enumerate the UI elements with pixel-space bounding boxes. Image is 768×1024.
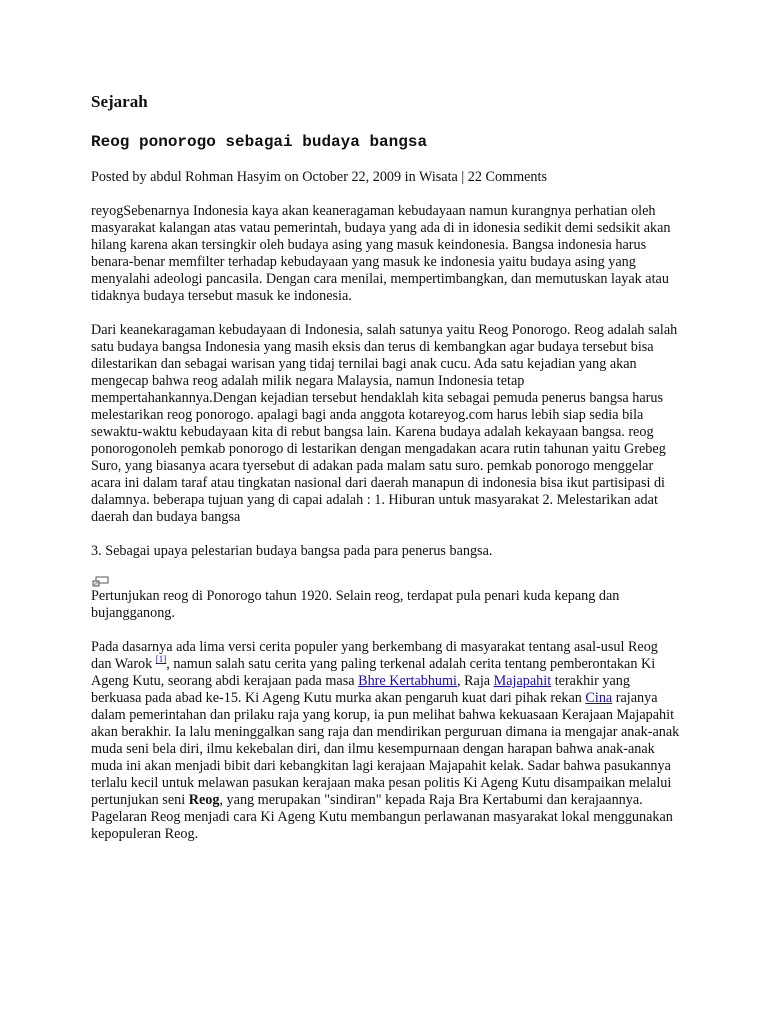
history-text-3: , Raja (457, 673, 494, 689)
reference-link-1[interactable]: [1] (155, 654, 167, 664)
history-text-1: Pada dasarnya ada lima versi cerita populer yang berkembang di masyarakat tentang asal-usul Reog dan Warok (91, 639, 658, 672)
paragraph-history (91, 639, 681, 843)
history-text-4: terakhir yang berkuasa pada abad ke-15. Ki Ageng Kutu murka akan pengaruh kuat dari pihak rekan (91, 673, 630, 706)
article (91, 92, 681, 843)
broken-image-icon (91, 576, 111, 588)
post-title: Reog ponorogo sebagai budaya bangsa (91, 133, 428, 151)
paragraph-reog-ponorogo: Dari keanekaragaman kebudayaan di Indonesia, salah satunya yaitu Reog Ponorogo. Reog adalah salah satu budaya bangsa Indonesia yang masih eksis dan terus di kembangkan agar budaya tersebut bisa dilestarikan dan sebagai warisan yang tidaj ternilai bagi anak cucu. Ada satu kejadian yang akan mengecap bahwa reog adalah milik negara Malaysia, namun Indonesia tetap mempertahankannya.Dengan kejadian tersebut hendaklah kita sebagai pemuda penerus bangsa harus melestarikan reog ponorogo. apalagi bagi anda anggota kotareyog.com harus lebih siap sedia bila sewaktu-waktu kebudayaan kita di rebut bangsa lain. Karena budaya adalah kekayaan bangsa. reog ponorogonoleh pemkab ponorogo di lestarikan dengan mengadakan acara rutin tahunan yaitu Grebeg Suro, yang biasanya acara tyersebut di adakan pada malam satu suro. pemkab ponorogo menggelar acara ini dalam taraf atau tingkatan nasional dari daerah manapun di indonesia bisa ikut partisipasi di dalamnya. beberapa tujuan yang di capai adalah : 1. Hiburan untuk masyarakat 2. Melestarikan adat daerah dan budaya bangsa (91, 322, 678, 525)
history-text-6: , yang merupakan "sindiran" kepada Raja Bra Kertabumi dan kerajaannya. Pagelaran Reog menjadi cara Ki Ageng Kutu membangun perlawanan masyarakat lokal menggunakan kepopuleran Reog. (91, 792, 673, 842)
history-text-2: , namun salah satu cerita yang paling terkenal adalah cerita tentang pemberontakan Ki Ageng Kutu, seorang abdi kerajaan pada masa (91, 656, 656, 689)
paragraph-goal-3: 3. Sebagai upaya pelestarian budaya bangsa pada para penerus bangsa. (91, 543, 493, 559)
post-meta: Posted by abdul Rohman Hasyim on October 22, 2009 in Wisata | 22 Comments (91, 169, 547, 185)
bold-reog: Reog (188, 792, 220, 808)
link-cina[interactable]: Cina (585, 690, 613, 706)
link-bhre-kertabhumi[interactable]: Bhre Kertabhumi (358, 673, 457, 689)
image-caption: Pertunjukan reog di Ponorogo tahun 1920. Selain reog, terdapat pula penari kuda kepang dan bujangganong. (91, 588, 620, 621)
paragraph-intro: reyogSebenarnya Indonesia kaya akan keaneragaman kebudayaan namun kurangnya perhatian oleh masyarakat kalangan atas vatau pemerintah, budaya yang ada di in idonesia sedikit demi sedsikit akan hilang karena akan tersingkir oleh budaya asing yang masuk keindonesia. Bangsa indonesia harus benara-benar memfilter terhadap kebudayaan yang masuk ke indonesia yaitu budaya asing yang menyalahi adeologi pancasila. Dengan cara menilai, mempertimbangkan, dan memutuskan layak atau tidaknya budaya tersebut masuk ke indonesia. (91, 203, 671, 304)
history-text-5: rajanya dalam pemerintahan dan prilaku raja yang korup, ia pun melihat bahwa kekuasaan Kerajaan Majapahit akan berakhir. Ia lalu meninggalkan sang raja dan mendirikan perguruan dimana ia mengajar anak-anak muda seni bela diri, ilmu kekebalan diri, dan ilmu kesempurnaan dengan harapan bahwa anak-anak muda ini akan menjadi bibit dari kebangkitan lagi kerajaan Majapahit kelak. Sadar bahwa pasukannya terlalu kecil untuk melawan pasukan kerajaan maka pesan politis Ki Ageng Kutu disampaikan melalui pertunjukan seni (91, 690, 680, 808)
section-heading: Sejarah (91, 92, 148, 111)
link-majapahit[interactable]: Majapahit (493, 673, 552, 689)
reference-sup (156, 654, 167, 664)
